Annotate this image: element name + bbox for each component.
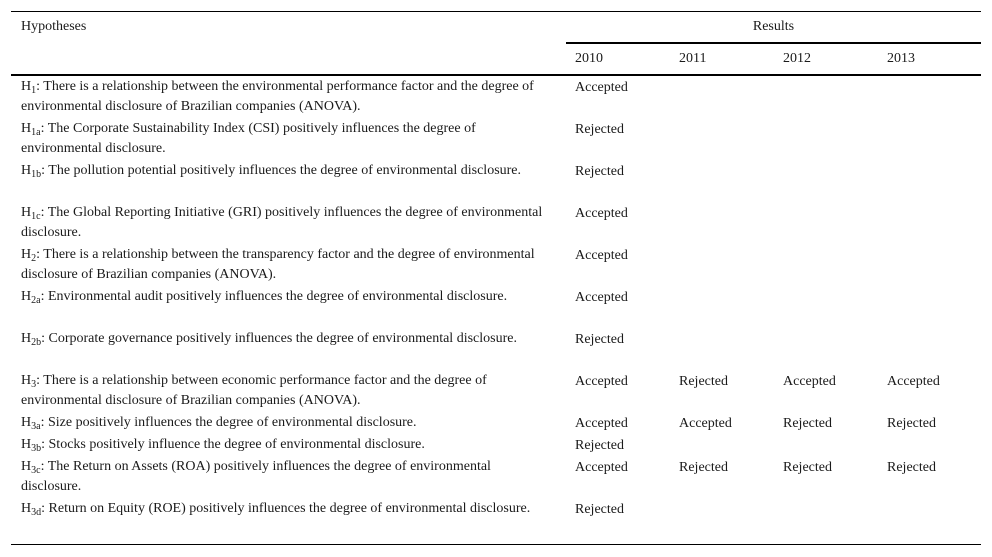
hypothesis-text (21, 329, 551, 349)
hypothesis-text (21, 371, 551, 411)
hypothesis-letter: H (21, 459, 32, 474)
hypothesis-statement: : There is a relationship between economic performance factor and the degree of environmental disclosure of Brazilian companies (ANOVA). (21, 373, 487, 408)
hypothesis-statement: : The pollution potential positively influences the degree of environmental disclosure. (41, 163, 522, 178)
hypothesis-letter: H (21, 121, 32, 136)
hypothesis-subscript: 2b (31, 337, 42, 348)
hypothesis-statement: : Environmental audit positively influences the degree of environmental disclosure. (40, 289, 508, 304)
result-cell-2010: Rejected (575, 502, 624, 517)
hypotheses-column-header: Hypotheses (21, 19, 87, 34)
result-cell-2012: Rejected (783, 460, 832, 475)
result-cell-2010: Accepted (575, 206, 628, 221)
hypothesis-letter: H (21, 331, 32, 346)
hypothesis-statement: : Stocks positively influence the degree of environmental disclosure. (41, 437, 425, 452)
hypothesis-subscript: 3a (31, 421, 41, 432)
hypothesis-text (21, 413, 551, 433)
hypothesis-subscript: 2a (31, 295, 41, 306)
hypothesis-text (21, 77, 551, 117)
hypothesis-statement: : There is a relationship between the transparency factor and the degree of environmental disclosure of Brazilian companies (ANOVA). (21, 247, 535, 282)
hypothesis-statement: : There is a relationship between the environmental performance factor and the degree of environmental disclosure of Brazilian companies (ANOVA). (21, 79, 534, 114)
hypothesis-text (21, 119, 551, 159)
hypothesis-subscript: 3b (31, 443, 42, 454)
year-header-2013: 2013 (887, 51, 915, 66)
result-cell-2011: Rejected (679, 460, 728, 475)
hypothesis-text (21, 245, 551, 285)
hypothesis-letter: H (21, 373, 32, 388)
result-cell-2010: Rejected (575, 164, 624, 179)
hypothesis-subscript: 1a (31, 127, 41, 138)
result-cell-2013: Rejected (887, 416, 936, 431)
result-cell-2010: Rejected (575, 122, 624, 137)
result-cell-2013: Accepted (887, 374, 940, 389)
hypothesis-statement: : The Return on Assets (ROA) positively influences the degree of environmental disclosure. (21, 459, 491, 494)
hypothesis-letter: H (21, 205, 32, 220)
hypothesis-statement: : The Corporate Sustainability Index (CSI) positively influences the degree of environmental disclosure. (21, 121, 476, 156)
result-cell-2010: Accepted (575, 416, 628, 431)
hypothesis-letter: H (21, 163, 32, 178)
hypothesis-statement: : Corporate governance positively influences the degree of environmental disclosure. (41, 331, 517, 346)
hypothesis-subscript: 1 (31, 85, 37, 96)
hypothesis-text (21, 161, 551, 181)
results-header-rule (566, 42, 981, 44)
result-cell-2010: Accepted (575, 374, 628, 389)
result-cell-2010: Accepted (575, 290, 628, 305)
table-top-rule (11, 11, 981, 12)
header-bottom-rule (11, 74, 981, 76)
result-cell-2012: Rejected (783, 416, 832, 431)
result-cell-2010: Accepted (575, 80, 628, 95)
hypothesis-subscript: 3c (31, 465, 41, 476)
hypothesis-subscript: 1c (31, 211, 41, 222)
hypothesis-subscript: 1b (31, 169, 42, 180)
hypothesis-text (21, 435, 551, 455)
hypothesis-letter: H (21, 247, 32, 262)
table-bottom-rule (11, 544, 981, 545)
result-cell-2012: Accepted (783, 374, 836, 389)
hypothesis-letter: H (21, 79, 32, 94)
hypothesis-text (21, 203, 551, 243)
year-header-2010: 2010 (575, 51, 603, 66)
result-cell-2010: Accepted (575, 248, 628, 263)
hypothesis-text (21, 499, 551, 519)
hypothesis-letter: H (21, 289, 32, 304)
year-header-2011: 2011 (679, 51, 707, 66)
year-header-2012: 2012 (783, 51, 811, 66)
hypothesis-statement: : Size positively influences the degree of environmental disclosure. (40, 415, 417, 430)
hypothesis-letter: H (21, 501, 32, 516)
results-column-header: Results (752, 19, 795, 34)
hypothesis-statement: : Return on Equity (ROE) positively influences the degree of environmental disclosure. (41, 501, 531, 516)
result-cell-2010: Rejected (575, 438, 624, 453)
result-cell-2013: Rejected (887, 460, 936, 475)
hypothesis-text (21, 457, 551, 497)
hypothesis-letter: H (21, 415, 32, 430)
hypothesis-subscript: 3d (31, 507, 42, 518)
hypothesis-statement: : The Global Reporting Initiative (GRI) positively influences the degree of environmental disclosure. (21, 205, 543, 240)
result-cell-2011: Rejected (679, 374, 728, 389)
hypothesis-subscript: 2 (31, 253, 37, 264)
result-cell-2010: Rejected (575, 332, 624, 347)
result-cell-2011: Accepted (679, 416, 732, 431)
hypothesis-subscript: 3 (31, 379, 37, 390)
hypothesis-text (21, 287, 551, 307)
result-cell-2010: Accepted (575, 460, 628, 475)
hypothesis-letter: H (21, 437, 32, 452)
